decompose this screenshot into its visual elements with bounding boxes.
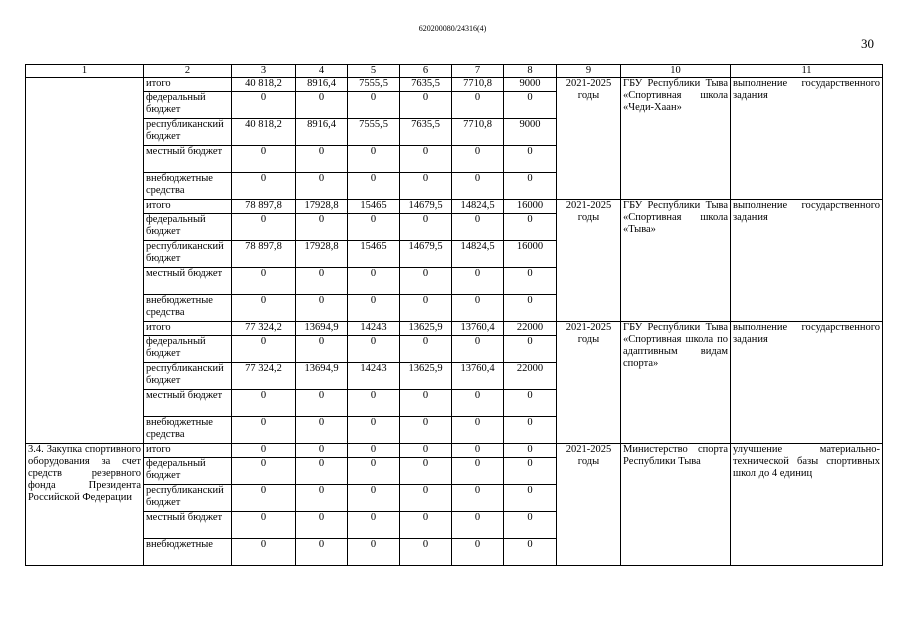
amount-cell: 0 [296,539,348,566]
amount-cell: 13694,9 [296,322,348,336]
amount-cell: 22000 [504,322,557,336]
amount-cell: 0 [504,417,557,444]
amount-cell: 7555,5 [348,119,400,146]
funding-source-label: республиканский бюджет [144,241,232,268]
result-cell: выполнение государственного задания [731,200,883,322]
header-cell: 7 [452,65,504,78]
header-row [26,65,883,78]
amount-cell: 13760,4 [452,322,504,336]
header-cell: 2 [144,65,232,78]
amount-cell: 7710,8 [452,119,504,146]
amount-cell: 0 [296,458,348,485]
amount-cell: 0 [504,92,557,119]
amount-cell: 0 [504,295,557,322]
amount-cell: 14679,5 [400,200,452,214]
amount-cell: 0 [296,146,348,173]
amount-cell: 0 [232,173,296,200]
funding-source-label: внебюджетные средства [144,295,232,322]
table-row [26,200,883,214]
amount-cell: 14824,5 [452,200,504,214]
amount-cell: 0 [400,539,452,566]
result-cell: выполнение государственного задания [731,322,883,444]
measure-cell [26,78,144,200]
amount-cell: 0 [400,390,452,417]
amount-cell: 0 [348,444,400,458]
amount-cell: 0 [348,417,400,444]
amount-cell: 0 [296,214,348,241]
header-cell: 4 [296,65,348,78]
amount-cell: 0 [452,92,504,119]
amount-cell: 0 [504,173,557,200]
header-cell: 5 [348,65,400,78]
executor-cell: ГБУ Республики Тыва «Спортивная школа «Тыва» [621,200,731,322]
amount-cell: 0 [400,214,452,241]
amount-cell: 77 324,2 [232,363,296,390]
amount-cell: 0 [504,214,557,241]
amount-cell: 16000 [504,200,557,214]
funding-source-label: итого [144,444,232,458]
amount-cell: 14243 [348,322,400,336]
header-cell: 11 [731,65,883,78]
amount-cell: 0 [232,390,296,417]
amount-cell: 7555,5 [348,78,400,92]
amount-cell: 14243 [348,363,400,390]
table-row [26,444,883,458]
funding-source-label: внебюджетные средства [144,417,232,444]
funding-source-label: республиканский бюджет [144,119,232,146]
period-cell: 2021-2025 годы [557,78,621,200]
funding-source-label: республиканский бюджет [144,363,232,390]
amount-cell: 0 [232,417,296,444]
measure-cell [26,322,144,444]
funding-source-label: федеральный бюджет [144,336,232,363]
period-cell: 2021-2025 годы [557,322,621,444]
amount-cell: 0 [348,173,400,200]
amount-cell: 0 [400,173,452,200]
amount-cell: 0 [232,444,296,458]
period-cell: 2021-2025 годы [557,444,621,566]
amount-cell: 0 [504,268,557,295]
amount-cell: 0 [400,295,452,322]
amount-cell: 0 [452,390,504,417]
amount-cell: 0 [296,417,348,444]
amount-cell: 0 [452,458,504,485]
amount-cell: 0 [504,539,557,566]
amount-cell: 0 [400,444,452,458]
amount-cell: 78 897,8 [232,200,296,214]
amount-cell: 0 [296,390,348,417]
amount-cell: 15465 [348,200,400,214]
funding-source-label: внебюджетные [144,539,232,566]
amount-cell: 7635,5 [400,119,452,146]
amount-cell: 0 [348,295,400,322]
amount-cell: 0 [400,336,452,363]
funding-source-label: итого [144,322,232,336]
header-cell: 1 [26,65,144,78]
amount-cell: 22000 [504,363,557,390]
amount-cell: 0 [452,295,504,322]
amount-cell: 0 [452,485,504,512]
amount-cell: 0 [504,390,557,417]
amount-cell: 0 [400,92,452,119]
result-cell: улучшение материально-технической базы спортивных школ до 4 единиц [731,444,883,566]
amount-cell: 17928,8 [296,241,348,268]
amount-cell: 0 [400,458,452,485]
amount-cell: 9000 [504,119,557,146]
amount-cell: 0 [348,146,400,173]
amount-cell: 0 [452,268,504,295]
amount-cell: 40 818,2 [232,119,296,146]
amount-cell: 0 [232,336,296,363]
result-cell: выполнение государственного задания [731,78,883,200]
amount-cell: 15465 [348,241,400,268]
amount-cell: 0 [232,458,296,485]
amount-cell: 0 [348,268,400,295]
amount-cell: 13625,9 [400,363,452,390]
amount-cell: 0 [232,214,296,241]
amount-cell: 77 324,2 [232,322,296,336]
amount-cell: 0 [400,512,452,539]
amount-cell: 7635,5 [400,78,452,92]
funding-source-label: местный бюджет [144,390,232,417]
amount-cell: 0 [348,458,400,485]
amount-cell: 0 [452,444,504,458]
page-number: 30 [861,36,874,51]
amount-cell: 0 [452,214,504,241]
funding-source-label: федеральный бюджет [144,92,232,119]
funding-source-label: федеральный бюджет [144,458,232,485]
amount-cell: 16000 [504,241,557,268]
funding-source-label: федеральный бюджет [144,214,232,241]
amount-cell: 13760,4 [452,363,504,390]
funding-source-label: итого [144,200,232,214]
amount-cell: 0 [452,539,504,566]
amount-cell: 0 [348,485,400,512]
amount-cell: 0 [232,539,296,566]
table-row [26,78,883,92]
amount-cell: 0 [296,173,348,200]
amount-cell: 0 [348,92,400,119]
amount-cell: 0 [296,512,348,539]
amount-cell: 0 [232,295,296,322]
amount-cell: 40 818,2 [232,78,296,92]
amount-cell: 0 [400,485,452,512]
amount-cell: 0 [296,485,348,512]
funding-source-label: местный бюджет [144,146,232,173]
funding-source-label: итого [144,78,232,92]
amount-cell: 0 [348,390,400,417]
amount-cell: 0 [232,146,296,173]
period-cell: 2021-2025 годы [557,200,621,322]
amount-cell: 8916,4 [296,78,348,92]
amount-cell: 0 [296,444,348,458]
measure-cell [26,200,144,322]
amount-cell: 0 [348,336,400,363]
amount-cell: 8916,4 [296,119,348,146]
funding-source-label: местный бюджет [144,512,232,539]
amount-cell: 0 [296,336,348,363]
amount-cell: 0 [504,336,557,363]
amount-cell: 0 [232,92,296,119]
funding-source-label: республиканский бюджет [144,485,232,512]
amount-cell: 78 897,8 [232,241,296,268]
amount-cell: 0 [400,268,452,295]
amount-cell: 0 [296,92,348,119]
amount-cell: 0 [400,146,452,173]
header-cell: 8 [504,65,557,78]
document-number: 620200080/24316(4) [418,24,487,33]
executor-cell: Министерство спорта Республики Тыва [621,444,731,566]
amount-cell: 0 [296,295,348,322]
amount-cell: 0 [504,444,557,458]
amount-cell: 0 [232,512,296,539]
amount-cell: 0 [504,485,557,512]
amount-cell: 0 [452,512,504,539]
executor-cell: ГБУ Республики Тыва «Спортивная школа по адаптивным видам спорта» [621,322,731,444]
amount-cell: 0 [452,417,504,444]
amount-cell: 17928,8 [296,200,348,214]
funding-source-label: местный бюджет [144,268,232,295]
header-cell: 10 [621,65,731,78]
amount-cell: 13625,9 [400,322,452,336]
amount-cell: 0 [348,214,400,241]
amount-cell: 0 [504,146,557,173]
header-cell: 6 [400,65,452,78]
table-row [26,322,883,336]
amount-cell: 0 [452,173,504,200]
funding-source-label: внебюджетные средства [144,173,232,200]
amount-cell: 0 [504,458,557,485]
executor-cell: ГБУ Республики Тыва «Спортивная школа «Чеди-Хаан» [621,78,731,200]
amount-cell: 0 [400,417,452,444]
amount-cell: 0 [452,146,504,173]
amount-cell: 9000 [504,78,557,92]
measure-cell: 3.4. Закупка спортивного оборудования за счет средств резервного фонда Президента Российской Федерации [26,444,144,566]
header-cell: 9 [557,65,621,78]
header-cell: 3 [232,65,296,78]
amount-cell: 0 [232,268,296,295]
amount-cell: 14679,5 [400,241,452,268]
amount-cell: 0 [504,512,557,539]
budget-table [25,64,883,566]
amount-cell: 0 [348,512,400,539]
amount-cell: 0 [348,539,400,566]
amount-cell: 7710,8 [452,78,504,92]
amount-cell: 0 [296,268,348,295]
amount-cell: 0 [232,485,296,512]
amount-cell: 13694,9 [296,363,348,390]
amount-cell: 14824,5 [452,241,504,268]
amount-cell: 0 [452,336,504,363]
